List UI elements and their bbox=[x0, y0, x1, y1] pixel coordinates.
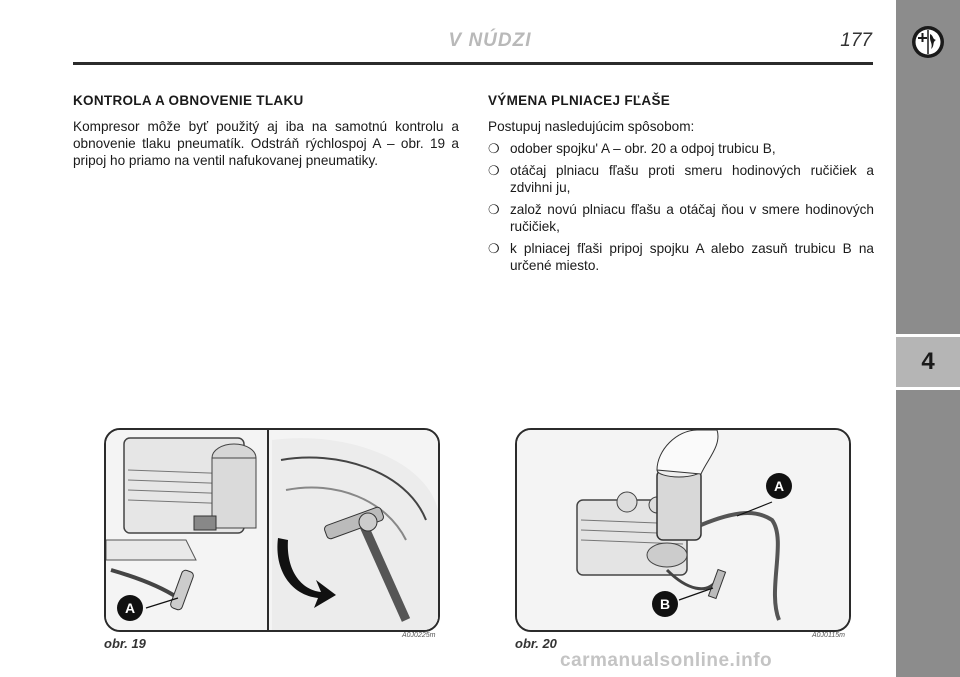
bottle-replacement-steps bbox=[488, 140, 874, 274]
chapter-number[interactable]: 4 bbox=[921, 348, 935, 375]
figure-19-illustration bbox=[104, 428, 440, 632]
figure-20-illustration bbox=[515, 428, 851, 632]
pressure-check-paragraph: Kompresor môže byť použitý aj iba na samotnú kontrolu a obnovenie tlaku pneumatík. Odstráň rýchlospoj A – obr. 19 a pripoj ho priamo na ventil nafukovanej pneumatiky. bbox=[73, 119, 459, 168]
left-column bbox=[73, 92, 459, 169]
bottle-replacement-drawing bbox=[517, 430, 849, 630]
compressor-valve-drawing bbox=[106, 430, 438, 630]
right-column bbox=[488, 92, 874, 279]
callout-a-label: A bbox=[124, 600, 136, 616]
figure-19-code: A0J0225m bbox=[402, 632, 436, 639]
side-tab-bottom bbox=[896, 390, 960, 677]
watermark: carmanualsonline.info bbox=[560, 650, 773, 671]
step-item: ❍ k plniacej fľaši pripoj spojku A alebo zasuň trubicu B na určené miesto. bbox=[488, 241, 874, 273]
section-heading-bottle-replacement: VÝMENA PLNIACEJ FĽAŠE bbox=[488, 93, 671, 108]
section-heading-pressure-check: KONTROLA A OBNOVENIE TLAKU bbox=[73, 93, 304, 108]
figure-20-caption: obr. 20 bbox=[515, 636, 557, 651]
brand-emblem-icon bbox=[911, 25, 945, 59]
figure-19-caption: obr. 19 bbox=[104, 636, 146, 651]
header-rule bbox=[73, 62, 873, 65]
bullet-icon: ❍ bbox=[488, 163, 500, 178]
page-number: 177 bbox=[840, 30, 872, 51]
figure-20-code: A0J0115m bbox=[812, 632, 845, 639]
step-item: ❍ založ novú plniacu fľašu a otáčaj ňou v smere hodinových ručičiek, bbox=[488, 202, 874, 234]
bullet-icon: ❍ bbox=[488, 202, 500, 217]
callout-a-label: A bbox=[773, 478, 785, 494]
bullet-icon: ❍ bbox=[488, 141, 500, 156]
step-item: ❍ odober spojku' A – obr. 20 a odpoj trubicu B, bbox=[488, 141, 776, 156]
bullet-icon: ❍ bbox=[488, 241, 500, 256]
page-header-title: V NÚDZI bbox=[448, 30, 532, 51]
step-item: ❍ otáčaj plniacu fľašu proti smeru hodinových ručičiek a zdvihni ju, bbox=[488, 163, 874, 195]
bottle-replacement-intro: Postupuj nasledujúcim spôsobom: bbox=[488, 119, 695, 134]
callout-b-label: B bbox=[659, 596, 671, 612]
